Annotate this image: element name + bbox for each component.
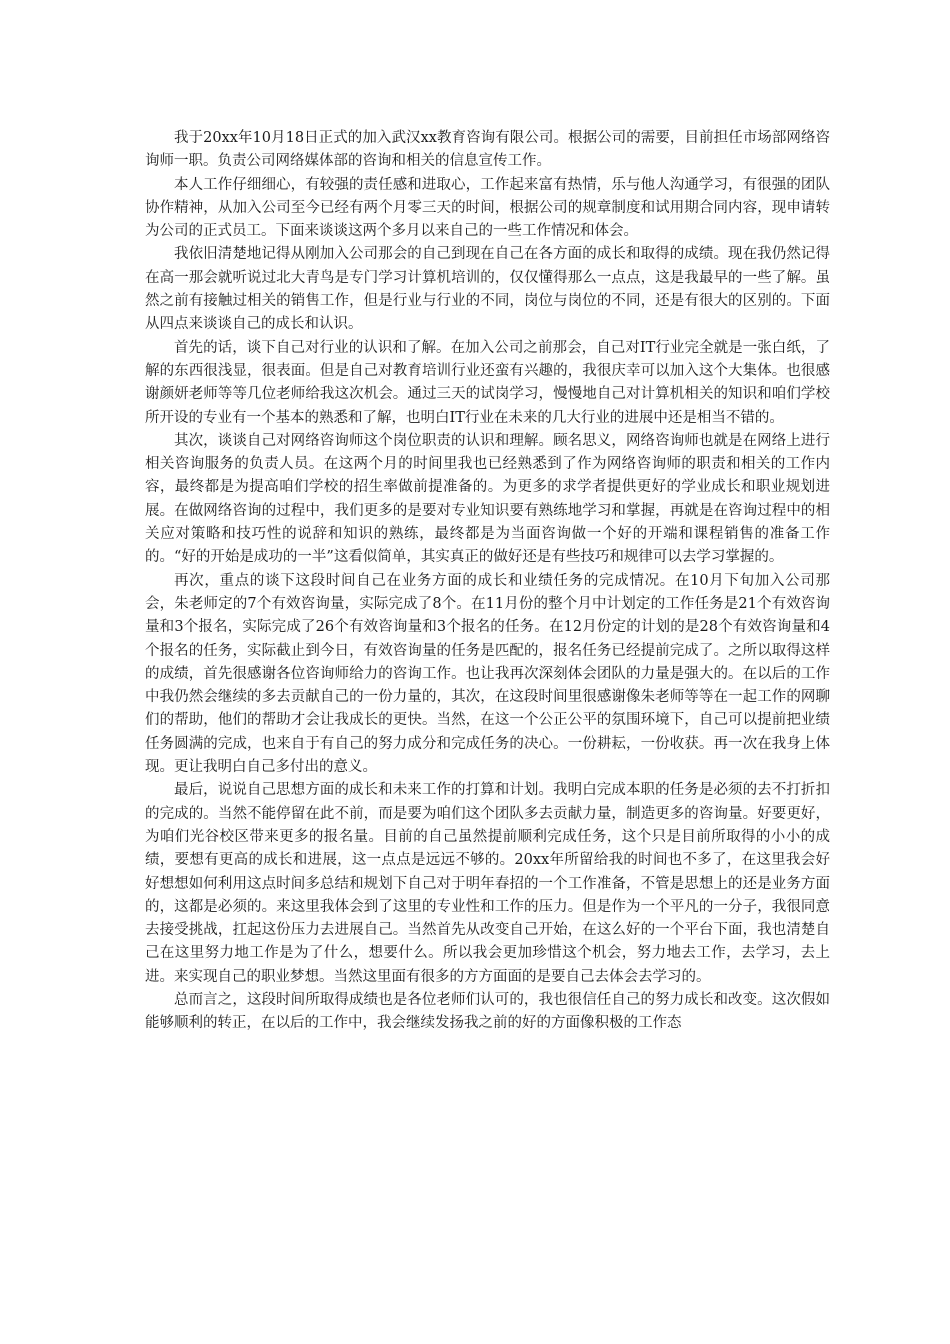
paragraph-self-description: 本人工作仔细细心，有较强的责任感和进取心，工作起来富有热情，乐与他人沟通学习，有很强的团队协作精神，从加入公司至今已经有两个月零三天的时间，根据公司的规章制度和试用期合同内容，现申请转为公司的正式员工。下面来谈谈这两个多月以来自己的一些工作情况和体会。 [145,176,830,240]
paragraph-future-plans: 最后，说说自己思想方面的成长和未来工作的打算和计划。我明白完成本职的任务是必须的去不打折扣的完成的。当然不能停留在此不前，而是要为咱们这个团队多去贡献力量，制造更多的咨询量。好要更好，为咱们光谷校区带来更多的报名量。目前的自己虽然提前顺利完成任务，这个只是目前所取得的小小的成绩，要想有更高的成长和进展，这一点点是远远不够的。20xx年所留给我的时间也不多了，在这里我会好好想想如何利用这点时间多总结和规划下自己对于明年春招的一个工作准备，不管是思想上的还是业务方面的，这都是必须的。来这里我体会到了这里的专业性和工作的压力。但是作为一个平凡的一分子，我很同意去接受挑战，扛起这份压力去进展自己。当然首先从改变自己开始，在这么好的一个平台下面，我也清楚自己在这里努力地工作是为了什么，想要什么。所以我会更加珍惜这个机会，努力地去工作，去学习，去上进。来实现自己的职业梦想。当然这里面有很多的方方面面的是要自己去体会去学习的。 [145,782,830,985]
paragraph-role-understanding: 其次，谈谈自己对网络咨询师这个岗位职责的认识和理解。顾名思义，网络咨询师也就是在网络上进行相关咨询服务的负责人员。在这两个月的时间里我也已经熟悉到了作为网络咨询师的职责和相关的工作内容，最终都是为提高咱们学校的招生率做前提准备的。为更多的求学者提供更好的学业成长和职业规划进展。在做网络咨询的过程中，我们更多的是要对专业知识要有熟练地学习和掌握，再就是在咨询过程中的相关应对策略和技巧性的说辞和知识的熟练，最终都是为当面咨询做一个好的开端和课程销售的准备工作的。“好的开始是成功的一半”这看似简单，其实真正的做好还是有些技巧和规律可以去学习掌握的。 [145,432,830,566]
paragraph-performance: 再次，重点的谈下这段时间自己在业务方面的成长和业绩任务的完成情况。在10月下旬加入公司那会，朱老师定的7个有效咨询量，实际完成了8个。在11月份的整个月中计划定的工作任务是21个有效咨询量和3个报名，实际完成了26个有效咨询量和3个报名的任务。在12月份定的计划的是28个有效咨询量和4个报名的任务，实际截止到今日，有效咨询量的任务是匹配的，报名任务已经提前完成了。之所以取得这样的成绩，首先很感谢各位咨询师给力的咨询工作。也让我再次深刻体会团队的力量是强大的。在以后的工作中我仍然会继续的多去贡献自己的一份力量的，其次，在这段时间里很感谢像朱老师等等在一起工作的网聊们的帮助，他们的帮助才会让我成长的更快。当然，在这一个公正公平的氛围环境下，自己可以提前把业绩任务圆满的完成，也来自于有自己的努力成分和完成任务的决心。一份耕耘，一份收获。再一次在我身上体现。更让我明白自己多付出的意义。 [145,572,830,776]
document-body [145,127,830,1036]
paragraph-industry-understanding: 首先的话，谈下自己对行业的认识和了解。在加入公司之前那会，自己对IT行业完全就是一张白纸，了解的东西很浅显，很表面。但是自己对教育培训行业还蛮有兴趣的，我很庆幸可以加入这个大集体。也很感谢颜妍老师等等几位老师给我这次机会。通过三天的试岗学习，慢慢地自己对计算机相关的知识和咱们学校所开设的专业有一个基本的熟悉和了解，也明白IT行业在未来的几大行业的进展中还是相当不错的。 [145,339,830,426]
paragraph-conclusion: 总而言之，这段时间所取得成绩也是各位老师们认可的，我也很信任自己的努力成长和改变。这次假如能够顺利的转正，在以后的工作中，我会继续发扬我之前的好的方面像积极的工作态 [145,991,830,1032]
paragraph-growth-overview: 我依旧清楚地记得从刚加入公司那会的自己到现在自己在各方面的成长和取得的成绩。现在我仍然记得在高一那会就听说过北大青鸟是专门学习计算机培训的，仅仅懂得那么一点点，这是我最早的一些了解。虽然之前有接触过相关的销售工作，但是行业与行业的不同，岗位与岗位的不同，还是有很大的区别的。下面从四点来谈谈自己的成长和认识。 [145,246,830,333]
paragraph-intro: 我于20xx年10月18日正式的加入武汉xx教育咨询有限公司。根据公司的需要，目前担任市场部网络咨询师一职。负责公司网络媒体部的咨询和相关的信息宣传工作。 [145,130,830,170]
